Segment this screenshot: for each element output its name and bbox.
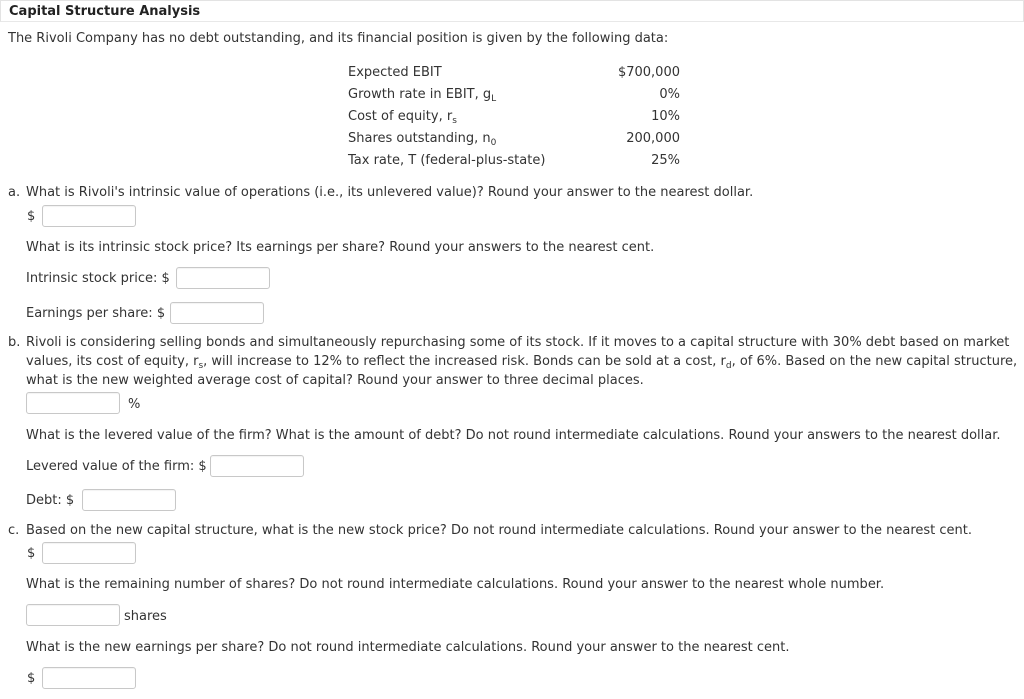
- part-c-letter: c.: [8, 523, 20, 538]
- eps-label: Earnings per share: $: [26, 306, 166, 321]
- given-row: [348, 131, 682, 153]
- given-row: [348, 153, 682, 175]
- currency-symbol: $: [27, 209, 36, 224]
- debt-label: Debt: $: [26, 493, 75, 508]
- part-c-question-2: What is the remaining number of shares? Do not round intermediate calculations. Round your answer to the nearest whole number.: [26, 577, 885, 592]
- part-a-letter: a.: [8, 185, 21, 200]
- part-b-question-line1: Rivoli is considering selling bonds and simultaneously repurchasing some of its stock. If it moves to a capital structure with 30% debt based on market: [26, 335, 1010, 350]
- debt-input[interactable]: [82, 489, 176, 511]
- part-b-question-2: What is the levered value of the firm? What is the amount of debt? Do not round intermediate calculations. Round your answers to the nearest dollar.: [26, 428, 1001, 443]
- given-label: Shares outstanding, n: [348, 131, 491, 146]
- given-value: 25%: [651, 153, 680, 168]
- part-a-question-2: What is its intrinsic stock price? Its earnings per share? Round your answers to the nearest cent.: [26, 240, 655, 255]
- currency-symbol: $: [27, 671, 36, 686]
- part-b-letter: b.: [8, 335, 21, 350]
- part-b-question-line3: what is the new weighted average cost of capital? Round your answer to three decimal places.: [26, 373, 644, 388]
- new-stock-price-input[interactable]: [42, 542, 136, 564]
- levered-value-input[interactable]: [210, 455, 304, 477]
- eps-input[interactable]: [170, 302, 264, 324]
- new-eps-input[interactable]: [42, 667, 136, 689]
- remaining-shares-input[interactable]: [26, 604, 120, 626]
- given-subscript: L: [491, 94, 497, 104]
- given-row: [348, 87, 682, 109]
- given-subscript: 0: [490, 138, 497, 148]
- currency-symbol: $: [27, 546, 36, 561]
- given-subscript: s: [452, 116, 457, 126]
- header-bar: [0, 0, 1024, 22]
- intrinsic-stock-price-label: Intrinsic stock price: $: [26, 271, 170, 286]
- given-row: [348, 109, 682, 131]
- part-c-question-3: What is the new earnings per share? Do not round intermediate calculations. Round your answer to the nearest cent.: [26, 640, 790, 655]
- given-value: 10%: [651, 109, 680, 124]
- unlevered-value-input[interactable]: [42, 205, 136, 227]
- page-title: Capital Structure Analysis: [9, 4, 201, 19]
- intro-text: The Rivoli Company has no debt outstanding, and its financial position is given by the following data:: [8, 31, 669, 46]
- shares-unit: shares: [124, 609, 167, 624]
- given-label: Expected EBIT: [348, 65, 442, 80]
- percent-symbol: %: [128, 397, 141, 412]
- wacc-input[interactable]: [26, 392, 120, 414]
- given-data-table: [348, 65, 682, 175]
- part-b-question-line2: values, its cost of equity, $r_s$, will increase to 12% to reflect the increased risk. Bonds can be sold at a cost, $r_d$, of 6%. Based on the new capital structure,: [26, 354, 1018, 371]
- given-label: Growth rate in EBIT, g: [348, 87, 492, 102]
- given-value: 0%: [659, 87, 680, 102]
- given-row: [348, 65, 682, 87]
- intrinsic-stock-price-input[interactable]: [176, 267, 270, 289]
- part-a-question: What is Rivoli's intrinsic value of operations (i.e., its unlevered value)? Round your answer to the nearest dollar.: [26, 185, 754, 200]
- given-label: Tax rate, T (federal-plus-state): [348, 153, 546, 168]
- given-label: Cost of equity, r: [348, 109, 453, 124]
- part-c-question: Based on the new capital structure, what is the new stock price? Do not round intermediate calculations. Round your answer to the nearest cent.: [26, 523, 972, 538]
- levered-value-label: Levered value of the firm: $: [26, 459, 207, 474]
- given-value: 200,000: [626, 131, 680, 146]
- given-value: $700,000: [617, 65, 680, 80]
